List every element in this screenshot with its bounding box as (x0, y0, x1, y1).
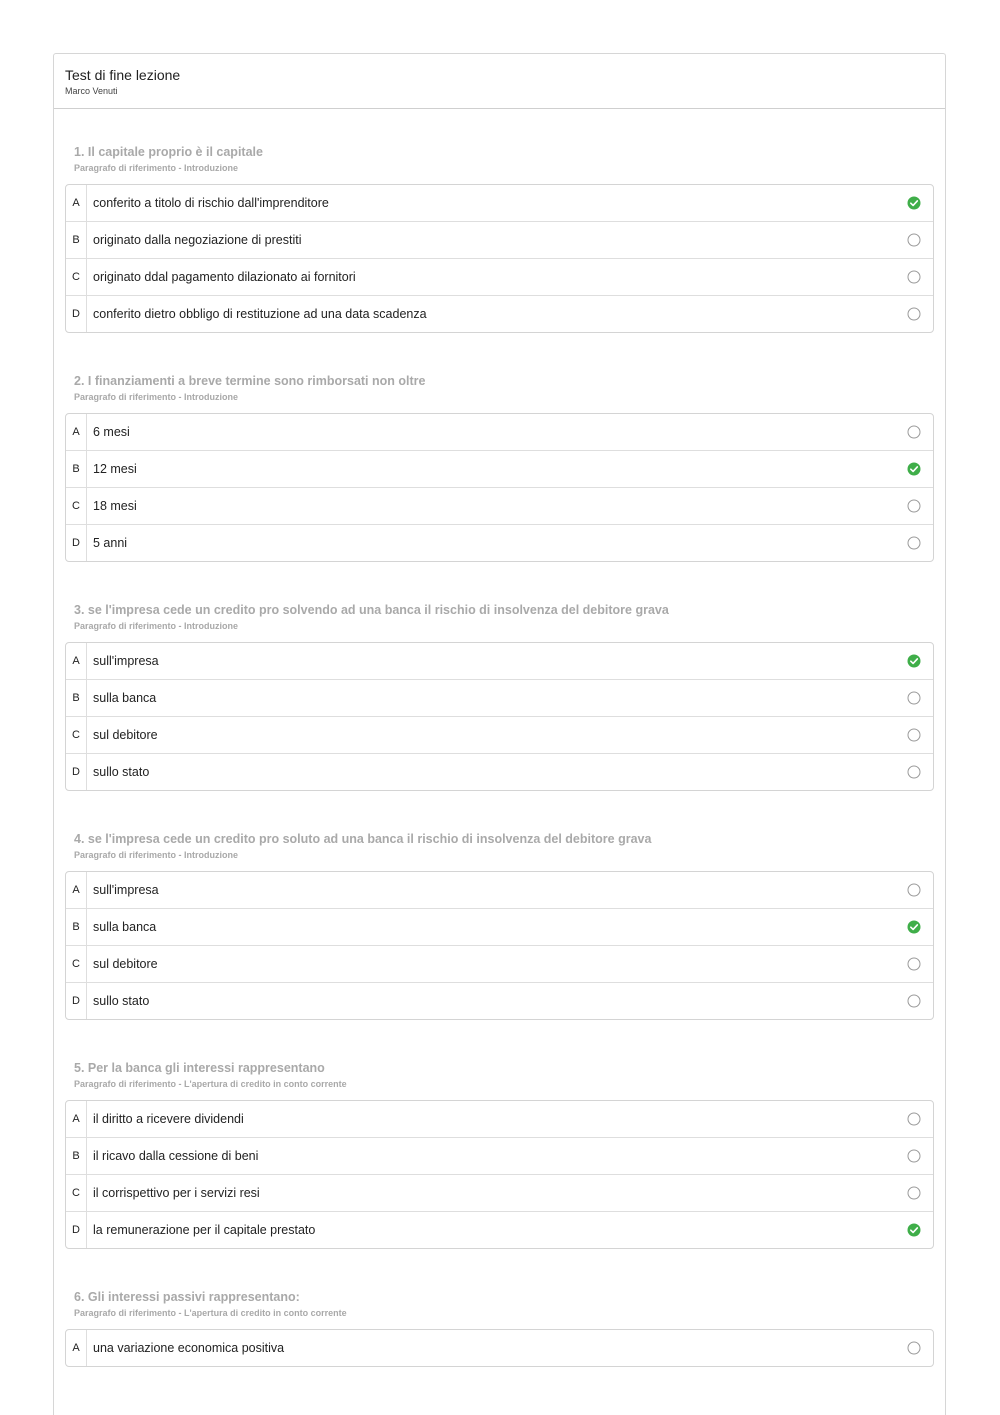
answer-options (65, 1100, 934, 1249)
option-text: sull'impresa (93, 883, 159, 897)
option-letter: B (66, 451, 87, 487)
option-letter: D (66, 754, 87, 790)
radio-unchecked-icon (907, 994, 921, 1008)
option-text: sull'impresa (93, 654, 159, 668)
answer-option[interactable] (66, 909, 933, 946)
answer-option[interactable] (66, 222, 933, 259)
radio-unchecked-icon (907, 307, 921, 321)
radio-unchecked-icon (907, 883, 921, 897)
option-letter: C (66, 488, 87, 524)
answer-option[interactable] (66, 451, 933, 488)
radio-unchecked-icon (907, 1186, 921, 1200)
answer-option[interactable] (66, 259, 933, 296)
quiz-author: Marco Venuti (65, 86, 118, 96)
answer-option[interactable] (66, 754, 933, 790)
answer-option[interactable] (66, 1138, 933, 1175)
question-2 (65, 374, 934, 562)
option-text: 18 mesi (93, 499, 137, 513)
answer-option[interactable] (66, 946, 933, 983)
option-text: originato ddal pagamento dilazionato ai fornitori (93, 270, 356, 284)
question-title: 2. I finanziamenti a breve termine sono rimborsati non oltre (74, 374, 426, 388)
radio-unchecked-icon (907, 728, 921, 742)
quiz-title: Test di fine lezione (65, 67, 181, 83)
answer-option[interactable] (66, 414, 933, 451)
option-text: sullo stato (93, 765, 150, 779)
question-reference: Paragrafo di riferimento - Introduzione (74, 850, 239, 860)
option-letter: D (66, 525, 87, 561)
question-5 (65, 1061, 934, 1249)
radio-unchecked-icon (907, 425, 921, 439)
radio-unchecked-icon (907, 1149, 921, 1163)
answer-option[interactable] (66, 296, 933, 332)
option-letter: C (66, 1175, 87, 1211)
question-3 (65, 603, 934, 791)
option-letter: B (66, 680, 87, 716)
question-title: 6. Gli interessi passivi rappresentano: (74, 1290, 300, 1304)
answer-options (65, 642, 934, 791)
answer-option[interactable] (66, 983, 933, 1019)
option-text: sul debitore (93, 957, 158, 971)
option-letter: A (66, 872, 87, 908)
option-letter: C (66, 717, 87, 753)
question-title: 1. Il capitale proprio è il capitale (74, 145, 263, 159)
question-reference: Paragrafo di riferimento - L'apertura di credito in conto corrente (74, 1079, 347, 1089)
question-title: 4. se l'impresa cede un credito pro soluto ad una banca il rischio di insolvenza del debitore grava (74, 832, 652, 846)
quiz-header (54, 54, 945, 109)
option-text: 6 mesi (93, 425, 130, 439)
option-text: sul debitore (93, 728, 158, 742)
option-text: conferito dietro obbligo di restituzione ad una data scadenza (93, 307, 427, 321)
option-text: conferito a titolo di rischio dall'imprenditore (93, 196, 329, 210)
question-title: 5. Per la banca gli interessi rappresentano (74, 1061, 325, 1075)
option-letter: B (66, 222, 87, 258)
answer-option[interactable] (66, 1101, 933, 1138)
radio-unchecked-icon (907, 270, 921, 284)
radio-unchecked-icon (907, 536, 921, 550)
option-text: il ricavo dalla cessione di beni (93, 1149, 259, 1163)
option-letter: B (66, 1138, 87, 1174)
answer-option[interactable] (66, 185, 933, 222)
option-text: sulla banca (93, 920, 157, 934)
answer-option[interactable] (66, 525, 933, 561)
quiz-card (53, 53, 946, 1415)
radio-unchecked-icon (907, 765, 921, 779)
question-1 (65, 145, 934, 333)
check-circle-icon (907, 654, 921, 668)
option-text: sulla banca (93, 691, 157, 705)
option-letter: A (66, 185, 87, 221)
option-text: 12 mesi (93, 462, 137, 476)
check-circle-icon (907, 462, 921, 476)
answer-option[interactable] (66, 1330, 933, 1366)
question-6 (65, 1290, 934, 1367)
option-letter: D (66, 1212, 87, 1248)
option-letter: A (66, 1101, 87, 1137)
radio-unchecked-icon (907, 1112, 921, 1126)
option-letter: A (66, 643, 87, 679)
answer-option[interactable] (66, 488, 933, 525)
option-letter: A (66, 1330, 87, 1366)
question-4 (65, 832, 934, 1020)
question-reference: Paragrafo di riferimento - Introduzione (74, 621, 239, 631)
answer-option[interactable] (66, 717, 933, 754)
answer-option[interactable] (66, 872, 933, 909)
answer-options (65, 1329, 934, 1367)
check-circle-icon (907, 920, 921, 934)
answer-option[interactable] (66, 1175, 933, 1212)
answer-option[interactable] (66, 643, 933, 680)
answer-options (65, 413, 934, 562)
option-text: la remunerazione per il capitale prestato (93, 1223, 316, 1237)
answer-option[interactable] (66, 1212, 933, 1248)
radio-unchecked-icon (907, 499, 921, 513)
option-letter: B (66, 909, 87, 945)
answer-options (65, 871, 934, 1020)
option-text: una variazione economica positiva (93, 1341, 285, 1355)
radio-unchecked-icon (907, 957, 921, 971)
question-reference: Paragrafo di riferimento - L'apertura di credito in conto corrente (74, 1308, 347, 1318)
radio-unchecked-icon (907, 691, 921, 705)
option-text: il diritto a ricevere dividendi (93, 1112, 244, 1126)
check-circle-icon (907, 196, 921, 210)
question-list (54, 109, 945, 1367)
answer-option[interactable] (66, 680, 933, 717)
option-letter: A (66, 414, 87, 450)
question-title: 3. se l'impresa cede un credito pro solvendo ad una banca il rischio di insolvenza del debitore grava (74, 603, 669, 617)
option-text: originato dalla negoziazione di prestiti (93, 233, 302, 247)
option-text: 5 anni (93, 536, 128, 550)
radio-unchecked-icon (907, 233, 921, 247)
option-letter: C (66, 946, 87, 982)
option-letter: C (66, 259, 87, 295)
option-letter: D (66, 296, 87, 332)
question-reference: Paragrafo di riferimento - Introduzione (74, 163, 239, 173)
check-circle-icon (907, 1223, 921, 1237)
option-letter: D (66, 983, 87, 1019)
answer-options (65, 184, 934, 333)
question-reference: Paragrafo di riferimento - Introduzione (74, 392, 239, 402)
option-text: il corrispettivo per i servizi resi (93, 1186, 260, 1200)
option-text: sullo stato (93, 994, 150, 1008)
radio-unchecked-icon (907, 1341, 921, 1355)
